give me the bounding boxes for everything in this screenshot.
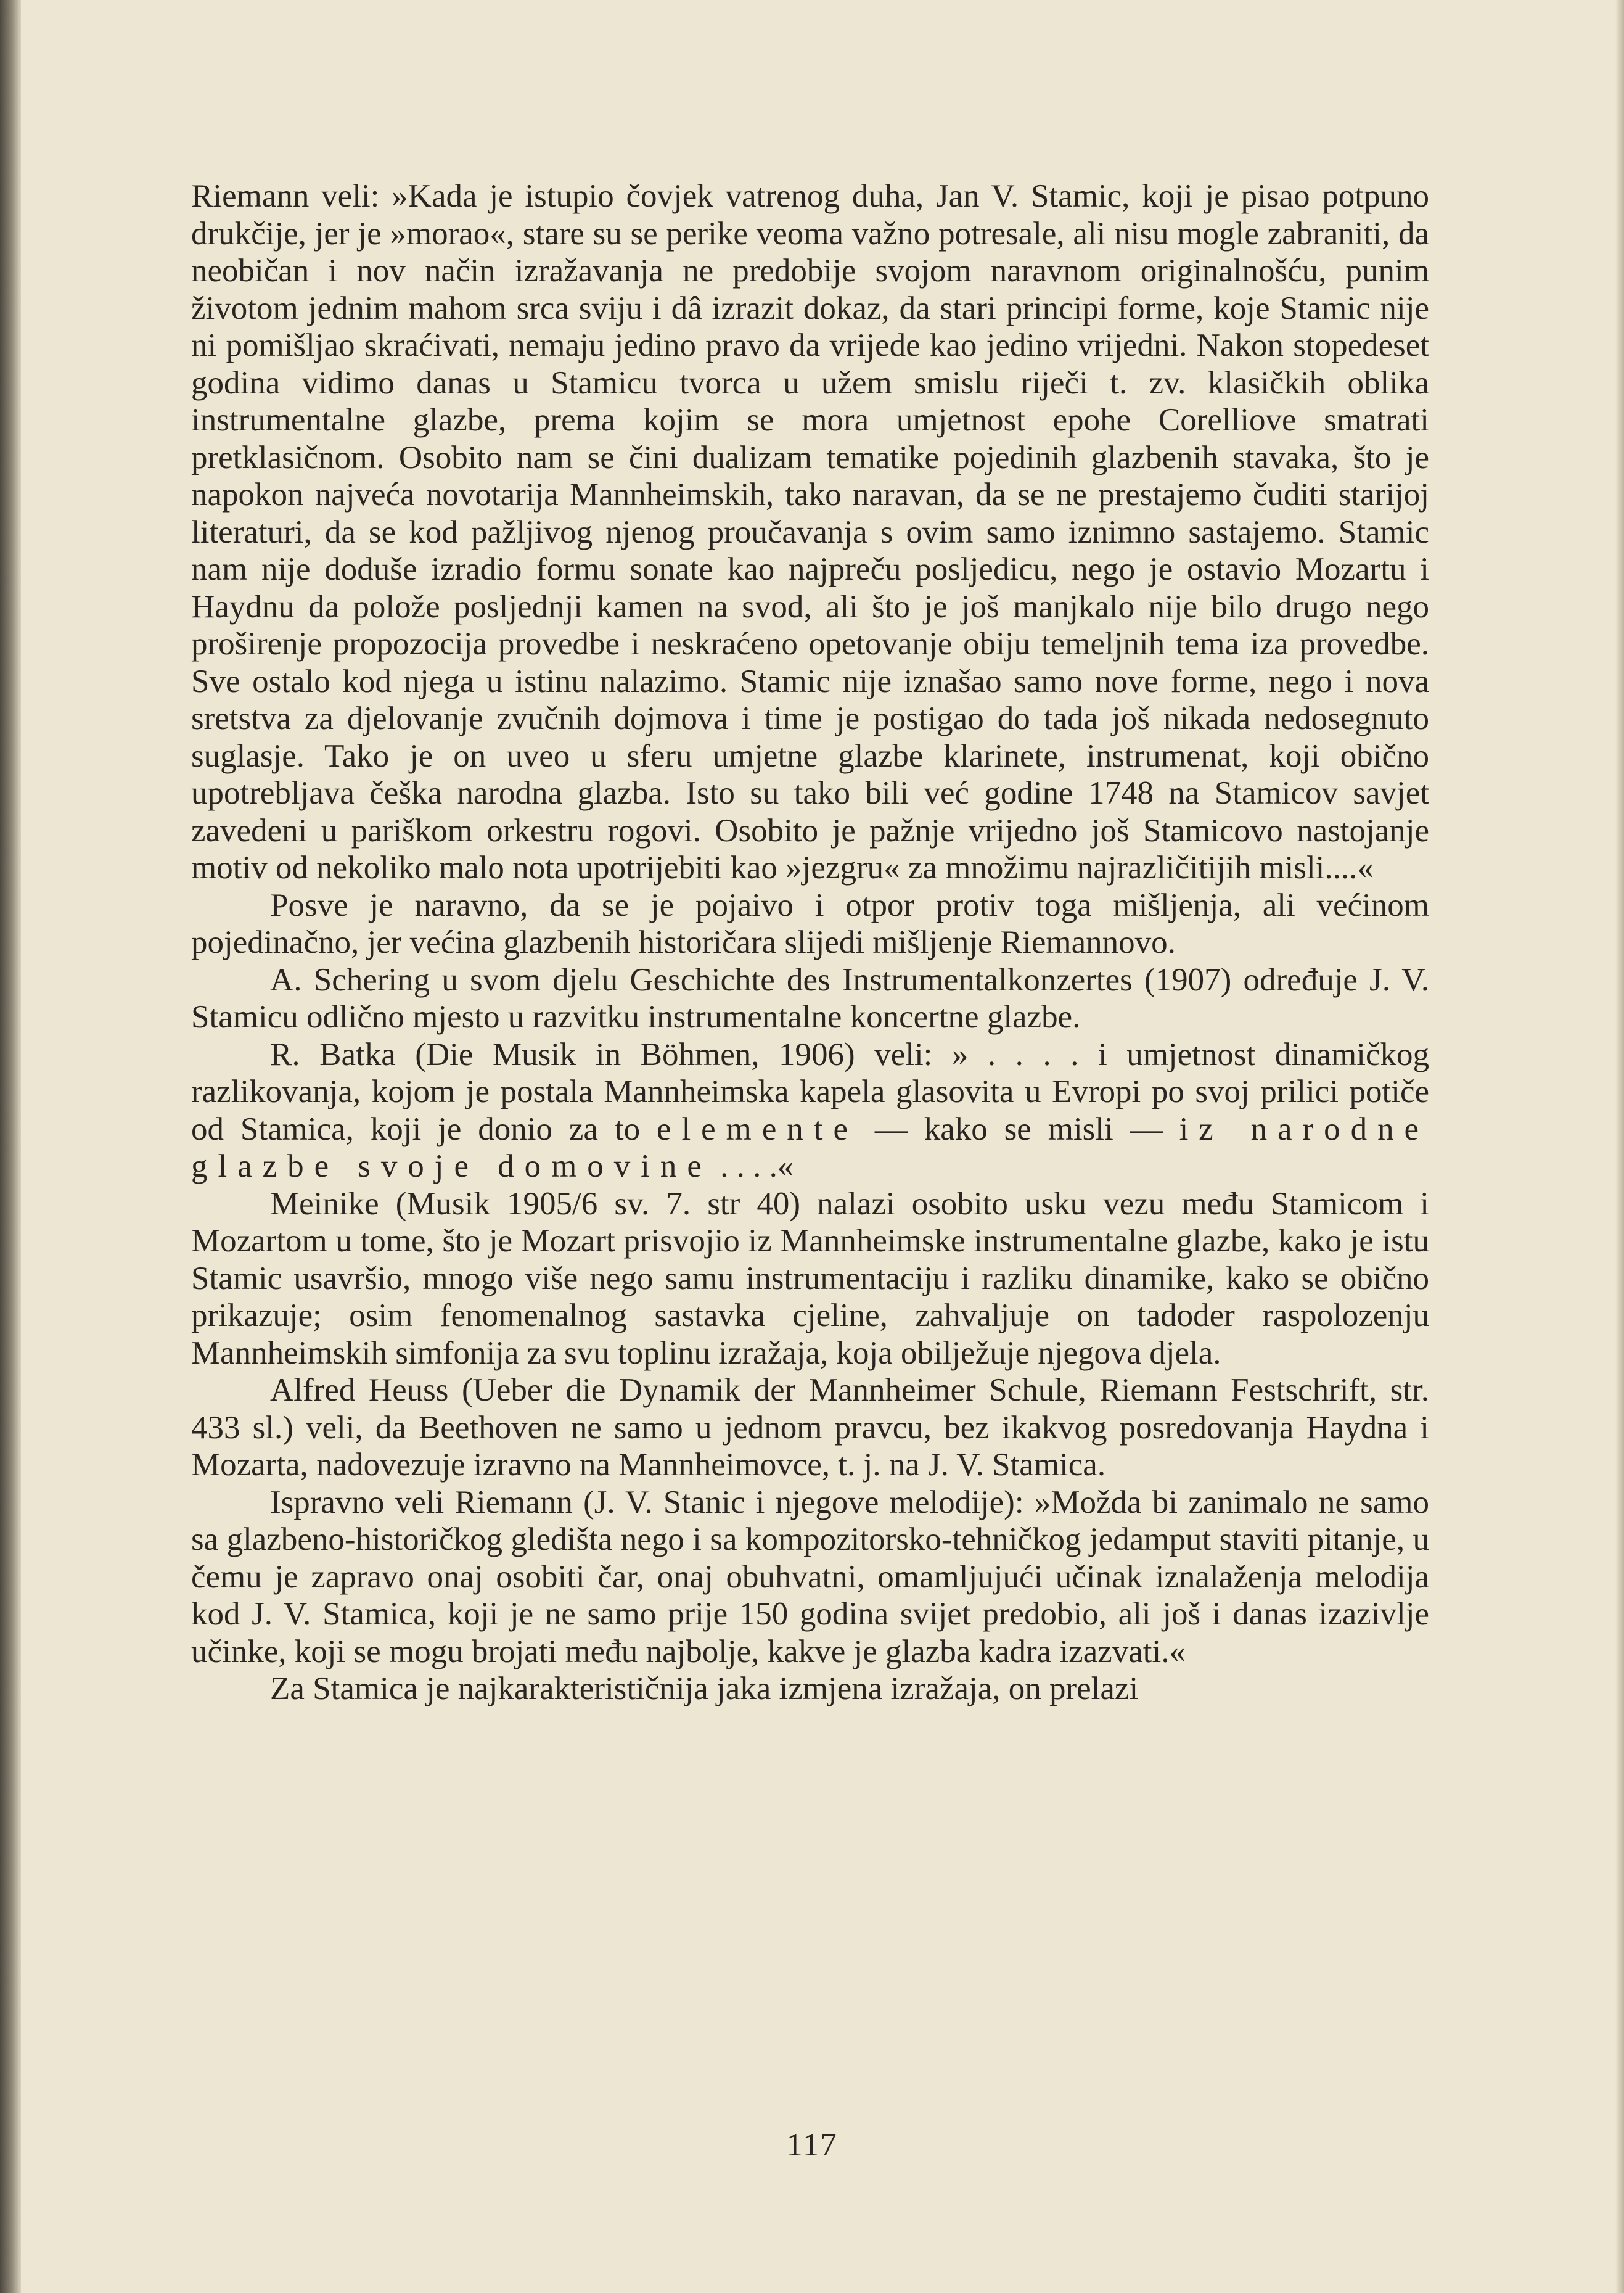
paragraph-schering: A. Schering u svom djelu Geschichte des Instrumentalkonzertes (1907) određuje J. V. Stamicu odlično mjesto u razvitku instrumentalne koncertne glazbe. xyxy=(191,961,1429,1035)
batka-spaced-narodne-glazbe: iz narodne glazbe svoje domovine xyxy=(191,1111,1430,1184)
paragraph-meinike: Meinike (Musik 1905/6 sv. 7. str 40) nalazi osobito usku vezu među Stamicom i Mozartom u tome, što je Mozart prisvojio iz Mannheimske instrumentalne glazbe, kako je istu Stamic usavršio, mnogo više nego samu instrumentaciju i razliku dinamike, kako se obično prikazuje; osim fenomenalnog sastavka cjeline, zahvaljuje on tadoder raspolozenju Mannheimskih simfonija za svu toplinu izražaja, koja obilježuje njegova djela. xyxy=(191,1185,1429,1371)
paragraph-batka xyxy=(191,1036,1429,1185)
paragraph-za-stamica: Za Stamica je najkarakterističnija jaka izmjena izražaja, on prelazi xyxy=(270,1671,1139,1706)
page-body xyxy=(191,178,1429,1708)
batka-spaced-elemente: elemente xyxy=(656,1111,858,1147)
book-binding-shadow xyxy=(0,0,21,2293)
paragraph-ispravno: Ispravno veli Riemann (J. V. Stanic i njegove melodije): »Možda bi zanimalo ne samo sa glazbeno-historičkog gledišta nego i sa kompozitorsko-tehničkog jedamput staviti pitanje, u čemu je zapravo onaj osobiti čar, onaj obuhvatni, omamljujući učinak iznalaženja melodija kod J. V. Stamica, koji je ne samo prije 150 godina svijet predobio, ali još i danas izazivlje učinke, koji se mogu brojati među najbolje, kakve je glazba kadra izazvati.« xyxy=(191,1484,1429,1669)
page-edge-shadow xyxy=(1615,0,1624,2293)
paragraph-heuss: Alfred Heuss (Ueber die Dynamik der Mannheimer Schule, Riemann Festschrift, str. 433 sl.) veli, da Beethoven ne samo u jednom pravcu, bez ikakvog posredovanja Haydna i Mozarta, nadovezuje izravno na Mannheimovce, t. j. na J. V. Stamica. xyxy=(191,1372,1429,1483)
paragraph-posve: Posve je naravno, da se je pojaivo i otpor protiv toga mišljenja, ali većinom pojedinačno, jer većina glazbenih historičara slijedi mišljenje Riemannovo. xyxy=(191,887,1429,960)
paragraph-riemann-quote: Riemann veli: »Kada je istupio čovjek vatrenog duha, Jan V. Stamic, koji je pisao potpuno drukčije, jer je »morao«, stare su se perike veoma važno potresale, ali nisu mogle zabraniti, da neobičan i nov način izražavanja ne predobije svojom naravnom originalnošću, punim životom jednim mahom srca sviju i dâ izrazit dokaz, da stari principi forme, koje Stamic nije ni pomišljao skraćivati, nemaju jedino pravo da vrijede kao jedino vrijedni. Nakon stopedeset godina vidimo danas u Stamicu tvorca u užem smislu riječi t. zv. klasičkih oblika instrumentalne glazbe, prema kojim se mora umjetnost epohe Corelliove smatrati pretklasičnom. Osobito nam se čini dualizam tematike pojedinih glazbenih stavaka, što je napokon najveća novotarija Mannheimskih, tako naravan, da se ne prestajemo čuditi starijoj literaturi, da se kod pažljivog njenog proučavanja s ovim samo iznimno sastajemo. Stamic nam nije doduše izradio formu sonate kao najpreču posljedicu, nego je ostavio Mozartu i Haydnu da polože posljednji kamen na svod, ali što je još manjkalo nije bilo drugo nego proširenje propozocija provedbe i neskraćeno opetovanje obiju temeljnih tema iza provedbe. Sve ostalo kod njega u istinu nalazimo. Stamic nije iznašao samo nove forme, nego i nova sretstva za djelovanje zvučnih dojmova i time je postigao do tada još nikada nedosegnuto suglasje. Tako je on uveo u sferu umjetne glazbe klarinete, instrumenat, koji obično upotrebljava češka narodna glazba. Isto su tako bili već godine 1748 na Stamicov savjet zavedeni u pariškom orkestru rogovi. Osobito je pažnje vrijedno još Stamicovo nastojanje motiv od nekoliko malo nota upotrijebiti kao »jezgru« za množimu najrazličitijih misli....« xyxy=(191,178,1429,886)
batka-text-after: . . . .« xyxy=(712,1148,794,1184)
batka-text-before: R. Batka (Die Musik in Böhmen, 1906) veli: » . . . . i umjetnost dinamičkog razlikovanja, kojom je postala Mannheimska kapela glasovita u Evropi po svoj prilici potiče od Stamica, koji je donio za to xyxy=(191,1036,1429,1147)
page-number: 117 xyxy=(786,2127,838,2163)
batka-text-middle: — kako se misli — xyxy=(858,1111,1179,1147)
